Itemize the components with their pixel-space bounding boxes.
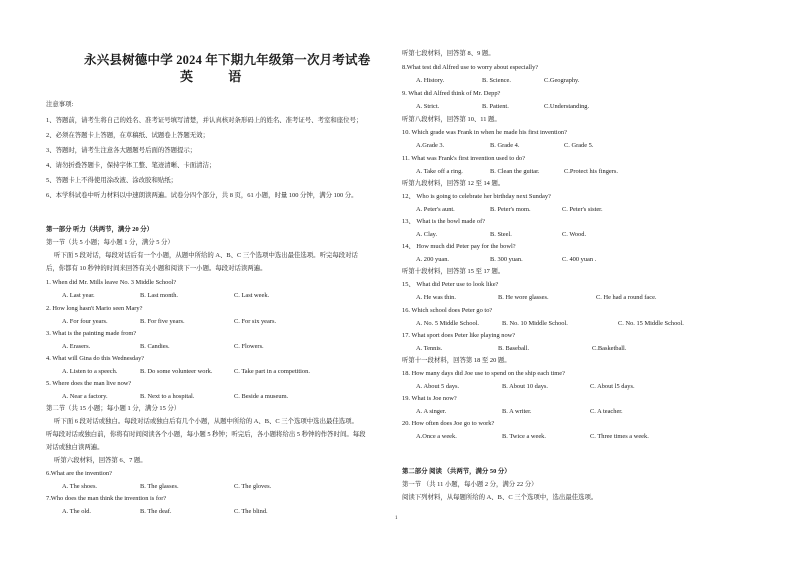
section1-desc: 后，你都有 10 秒钟的时间来回答有关小题和阅读下一小题。每段对话读两遍。 <box>46 265 267 272</box>
option-b: B. Science. <box>482 77 511 84</box>
question-7: 7.Who does the man think the invention is for? <box>46 495 167 502</box>
option-b: B. Peter's mom. <box>490 206 531 213</box>
option-b: B. Next to a hospital. <box>140 393 195 400</box>
notice-item: 1、答题前，请考生将自己的姓名、准考证号填写清楚，并认真核对条形码上的姓名、准考证号、考室和座位号； <box>46 117 363 124</box>
option-a: A. A singer. <box>416 408 447 415</box>
option-c: C.Protect his fingers. <box>564 168 618 175</box>
question-9: 9. What did Alfred think of Mr. Depp? <box>402 90 501 97</box>
question-3: 3. What is the painting made from? <box>46 330 137 337</box>
question-19: 19. What is Joe now? <box>402 395 457 402</box>
question-8: 8.What test did Alfred use to worry about especially? <box>402 64 539 71</box>
exam-title: 永兴县树德中学 2024 年下期九年级第一次月考试卷 <box>84 53 371 67</box>
option-c: C. Take part in a competition. <box>234 368 310 375</box>
option-a: A. Last year. <box>62 292 95 299</box>
question-2: 2. How long hasn't Mario seen Mary? <box>46 305 143 312</box>
section2-desc: 听下面 6 段对话或独白。每段对话或独白后有几个小题，从题中所给的 A、B、C 三个选项中选出最佳选项。 <box>54 418 358 425</box>
question-17: 17. What sport does Peter like playing now? <box>402 332 516 339</box>
option-b: B. About 10 days. <box>502 383 548 390</box>
option-c: C. Peter's sister. <box>562 206 603 213</box>
option-b: B. Twice a week. <box>502 433 546 440</box>
question-4: 4. What will Gina do this Wednesday? <box>46 355 145 362</box>
notice-item: 6、本学科试卷中听力材料以中速朗读两遍。试卷分四个部分，共 8 页，61 小题，时量 100 分钟，满分 100 分。 <box>46 192 358 199</box>
page-number: 1 <box>395 516 398 521</box>
part2-heading: 第二部分 阅读 （共两节，满分 50 分） <box>402 468 511 475</box>
question-10: 10. Which grade was Frank in when he made his first invention? <box>402 129 567 136</box>
option-b: B. The glasses. <box>140 483 179 490</box>
option-c: C. No. 15 Middle School. <box>618 320 684 327</box>
option-b: B. He wore glasses. <box>498 294 549 301</box>
option-b: B. Last month. <box>140 292 178 299</box>
option-a: A.Grade 3. <box>416 142 445 149</box>
question-20: 20. How often does Joe go to work? <box>402 420 495 427</box>
option-c: C.Geography. <box>544 77 580 84</box>
option-c: C. He had a round face. <box>596 294 657 301</box>
question-1: 1. When did Mr. Mills leave No. 3 Middle School? <box>46 279 177 286</box>
option-c: C. Wood. <box>562 231 587 238</box>
option-b: B. The deaf. <box>140 508 172 515</box>
material-8: 听第八段材料，回答第 10、11 题。 <box>402 116 501 123</box>
exam-subject: 英 语 <box>180 69 258 84</box>
option-c: C. For six years. <box>234 318 277 325</box>
notice-item: 5、答题卡上不得使用涂改液、涂改胶和贴纸； <box>46 177 178 184</box>
option-b: B. Do some volunteer work. <box>140 368 213 375</box>
option-c: C. Grade 5. <box>564 142 594 149</box>
option-c: C. The gloves. <box>234 483 272 490</box>
option-b: B. No. 10 Middle School. <box>502 320 568 327</box>
option-c: C.Basketball. <box>592 345 627 352</box>
option-a: A.Once a week. <box>416 433 457 440</box>
option-c: C. Last week. <box>234 292 270 299</box>
option-b: B. Steel. <box>490 231 512 238</box>
notice-heading: 注意事项: <box>46 101 74 108</box>
section1-desc: 听下面 5 段对话，每段对话后有一个小题，从题中所给的 A、B、C 三个选项中选出最佳选项。听完每段对话 <box>54 252 358 259</box>
option-a: A. The old. <box>62 508 91 515</box>
option-a: A. No. 5 Middle School. <box>416 320 480 327</box>
option-a: A. Strict. <box>416 103 440 110</box>
option-a: A. 200 yuan. <box>416 256 450 263</box>
notice-item: 2、必须在答题卡上答题，在草稿纸、试题卷上答题无效； <box>46 132 209 139</box>
option-c: C. 400 yuan . <box>562 256 597 263</box>
notice-item: 4、请勿折叠答题卡，保持字体工整、笔迹清晰、卡面清洁； <box>46 162 216 169</box>
section2-desc: 对话或独白读两遍。 <box>46 444 104 451</box>
option-a: A. For four years. <box>62 318 108 325</box>
notice-item: 3、答题时，请考生注意各大题题号后面的答题提示； <box>46 147 197 154</box>
material-7: 听第七段材料，回答第 8、9 题。 <box>402 50 495 57</box>
material-10: 听第十段材料，回答第 15 至 17 题。 <box>402 268 505 275</box>
option-a: A. Erasers. <box>62 343 91 350</box>
option-b: B. A writer. <box>502 408 532 415</box>
option-c: C. A teacher. <box>590 408 623 415</box>
question-16: 16. Which school does Peter go to? <box>402 307 493 314</box>
material-9: 听第九段材料，回答第 12 至 14 题。 <box>402 180 505 187</box>
option-a: A. Near a factory. <box>62 393 108 400</box>
question-18: 18. How many days did Joe use to spend on the ship each time? <box>402 370 565 377</box>
option-b: B. For five years. <box>140 318 185 325</box>
option-b: B. Patient. <box>482 103 509 110</box>
section2-heading: 第二节（共 15 小题；每小题 1 分，满分 15 分） <box>46 405 181 412</box>
option-c: C. Three times a week. <box>590 433 649 440</box>
material-11: 听第十一段材料，回答第 18 至 20 题。 <box>402 357 511 364</box>
option-a: A. He was thin. <box>416 294 456 301</box>
option-b: B. 300 yuan. <box>490 256 523 263</box>
section1-heading: 第一节（共 5 小题；每小题 1 分，满分 5 分） <box>46 239 174 246</box>
question-6: 6.What are the invention? <box>46 470 113 477</box>
option-a: A. History. <box>416 77 445 84</box>
part2-section1: 第一节 （共 11 小题，每小题 2 分，满分 22 分） <box>402 481 538 488</box>
question-15: 15、 What did Peter use to look like? <box>402 281 499 288</box>
option-c: C. About l5 days. <box>590 383 635 390</box>
part1-heading: 第一部分 听力（共两节，满分 20 分） <box>46 226 154 233</box>
question-5: 5. Where does the man live now? <box>46 380 132 387</box>
option-a: A. Tennis. <box>416 345 443 352</box>
option-a: A. About 5 days. <box>416 383 460 390</box>
option-b: B. Grade 4. <box>490 142 520 149</box>
question-13: 13、 What is the bowl made of? <box>402 218 486 225</box>
option-a: A. Take off a ring. <box>416 168 463 175</box>
option-b: B. Candies. <box>140 343 170 350</box>
material-6: 听第六段材料，回答第 6、7 题。 <box>54 457 147 464</box>
option-c: C.Understanding. <box>544 103 590 110</box>
option-a: A. Peter's aunt. <box>416 206 455 213</box>
section2-desc: 听每段对话或独白前，你将有时间阅读各个小题，每小题 5 秒钟；听完后，各小题将给出 5 秒钟的作答时间。每段 <box>46 431 366 438</box>
option-a: A. The shoes. <box>62 483 98 490</box>
question-11: 11. What was Frank's first invention used to do? <box>402 155 526 162</box>
question-14: 14、 How much did Peter pay for the bowl? <box>402 243 516 250</box>
option-a: A. Listen to a speech. <box>62 368 118 375</box>
option-c: C. Beside a museum. <box>234 393 289 400</box>
option-c: C. Flowers. <box>234 343 264 350</box>
option-b: B. Clean the guitar. <box>490 168 540 175</box>
option-c: C. The blind. <box>234 508 268 515</box>
option-a: A. Clay. <box>416 231 438 238</box>
option-b: B. Baseball. <box>498 345 530 352</box>
part2-desc: 阅读下列材料，从每题所给的 A、B、C 三个选项中，选出最佳选项。 <box>402 494 598 501</box>
question-12: 12、 Who is going to celebrate her birthday next Sunday? <box>402 193 551 200</box>
